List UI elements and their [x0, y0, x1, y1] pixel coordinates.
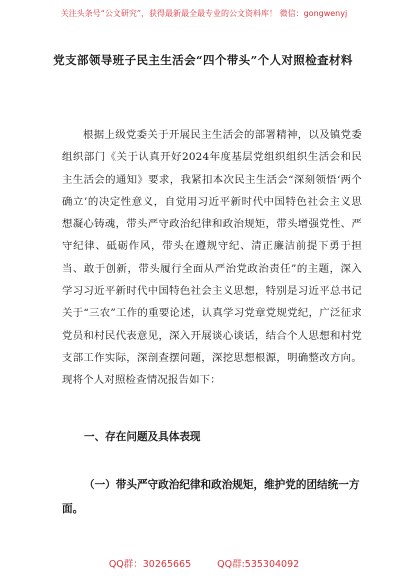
footer-qq-right: QQ群:535304092 [217, 559, 300, 570]
footer [0, 556, 408, 570]
intro-paragraph: 根据上级党委关于开展民主生活会的部署精神，以及镇党委组织部门《关于认真开好2024年度基层党组织组织生活会和民主生活会的通知》要求，我紧扣本次民主生活会“深刻领悟‘两个确立’的决定性意义，自觉用习近平新时代中国特色社会主义思想凝心铸魂，带头严守政治纪律和政治规矩，带头增强党性、严守纪律、砥砺作风，带头在遵规守纪、清正廉洁前提下勇于担当、敢于创新，带头履行全面从严治党政治责任”的主题，深入学习习近平新时代中国特色社会主义思想，特别是习近平总书记关于“三农”工作的重要论述，认真学习党章党规党纪，广泛征求党员和村民代表意见，深入开展谈心谈话，结合个人思想和村党支部工作实际，深剖查摆问题，深挖思想根源，明确整改方向。现将个人对照检查情况报告如下： [62, 129, 362, 387]
footer-qq-left: QQ群：30265665 [108, 559, 192, 570]
subsection-heading: （一）带头严守政治纪律和政治规矩，维护党的团结统一方面。 [62, 479, 360, 515]
section-heading: 一、存在问题及具体表现 [84, 431, 201, 443]
header-banner: 关注头条号“公文研究”，获得最新最全最专业的公文资料库！ 微信：gongwenyj [60, 9, 348, 18]
document-title: 党支部领导班子民主生活会“四个带头”个人对照检查材料 [53, 53, 353, 67]
